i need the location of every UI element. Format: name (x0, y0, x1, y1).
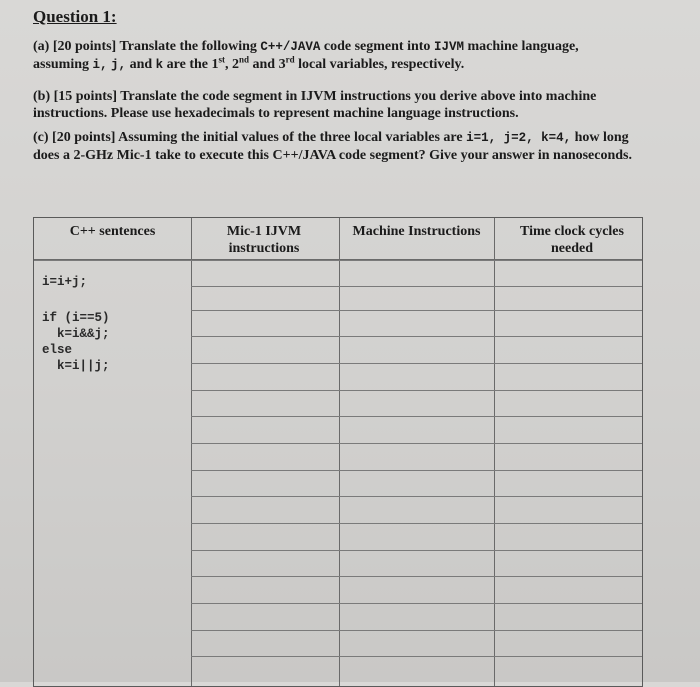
table-row (191, 523, 642, 524)
question-part-b: (b) [15 points] Translate the code segment in IJVM instructions you derive above into machine instructions. Please use hexadecimals to represent machine language instructions. (33, 89, 597, 121)
header-machine-instructions: Machine Instructions (352, 224, 481, 239)
table-row (191, 496, 642, 497)
table-row (191, 603, 642, 604)
code-if-else-block: if (i==5) k=i&&j; else k=i||j; (42, 311, 110, 373)
table-row (191, 310, 642, 311)
table-row (191, 336, 642, 337)
column-divider (494, 218, 495, 686)
header-clock-cycles: Time clock cycles needed (520, 224, 624, 256)
table-row (191, 630, 642, 631)
table-row (191, 470, 642, 471)
header-ijvm-instructions: Mic-1 IJVM instructions (226, 224, 302, 256)
table-row (191, 363, 642, 364)
table-row (191, 576, 642, 577)
answer-table (33, 217, 643, 687)
question-part-a: (a) [20 points] Translate the following C++/JAVA code segment into IJVM machine language, assuming i, j, and k are the 1st, 2nd and 3rd local variables, respectively. (33, 39, 579, 72)
column-divider (339, 218, 340, 686)
table-row (191, 286, 642, 287)
column-divider (191, 218, 192, 686)
table-row (191, 550, 642, 551)
table-row (191, 416, 642, 417)
table-row (191, 443, 642, 444)
table-row (191, 656, 642, 657)
code-line-assignment: i=i+j; (42, 275, 88, 289)
header-cpp-sentences: C++ sentences (69, 224, 156, 239)
question-title: Question 1: (33, 7, 117, 26)
question-part-c: (c) [20 points] Assuming the initial values of the three local variables are i=1, j=2, k=4, how long does a 2-GHz Mic-1 take to execute this C++/JAVA code segment? Give your answer in nanoseconds. (33, 130, 633, 163)
table-row (191, 390, 642, 391)
